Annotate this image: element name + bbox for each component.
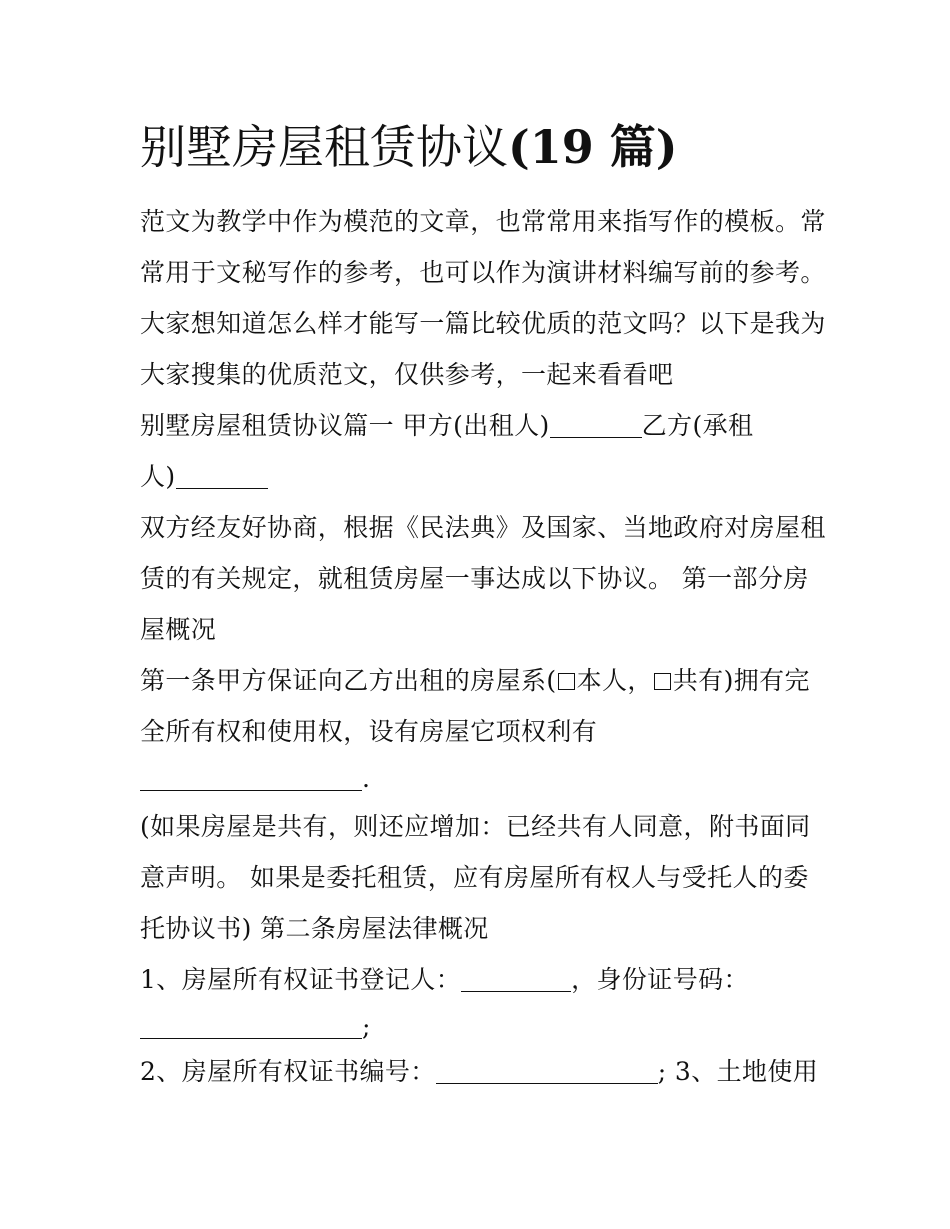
owner-shared-checkbox[interactable] <box>654 673 671 690</box>
item1-line-1 <box>140 963 749 997</box>
article1-line-1 <box>140 664 810 698</box>
article1-text-b: 本人， <box>576 666 653 695</box>
lessor-blank[interactable] <box>550 415 642 438</box>
article1-line-3 <box>140 762 370 796</box>
article1-line3-end: . <box>362 764 371 793</box>
registrant-blank[interactable] <box>461 969 571 992</box>
item1-line2-end: ; <box>362 1012 371 1041</box>
item1-middle: ，身份证号码： <box>571 965 749 994</box>
item2-tail: ; 3、土地使用 <box>657 1057 819 1086</box>
note-line-1: (如果房屋是共有，则还应增加：已经共有人同意，附书面同 <box>140 812 811 841</box>
item1-line-2 <box>140 1010 371 1044</box>
para2-line-2: 赁的有关规定，就租赁房屋一事达成以下协议。 第一部分房 <box>140 564 809 593</box>
para2-line-1: 双方经友好协商，根据《民法典》及国家、当地政府对房屋租 <box>140 513 826 542</box>
lessee-blank[interactable] <box>176 466 268 489</box>
title-count: (19 篇) <box>508 120 678 174</box>
title-main: 别墅房屋租赁协议 <box>140 120 508 174</box>
lessee-line <box>140 460 268 494</box>
lessee-label: 乙方(承租 <box>641 411 754 440</box>
item1-label: 1、房屋所有权证书登记人： <box>140 965 462 994</box>
note-line-2: 意声明。 如果是委托租赁，应有房屋所有权人与受托人的委 <box>140 863 809 892</box>
note-line-3: 托协议书) 第二条房屋法律概况 <box>140 914 489 943</box>
intro-line-4: 大家搜集的优质范文，仅供参考，一起来看看吧 <box>140 360 674 389</box>
intro-line-2: 常用于文秘写作的参考，也可以作为演讲材料编写前的参考。 <box>140 258 826 287</box>
owner-self-checkbox[interactable] <box>558 673 575 690</box>
document-title <box>140 116 820 178</box>
article1-text-a: 第一条甲方保证向乙方出租的房屋系( <box>140 666 557 695</box>
certificate-number-blank[interactable] <box>436 1061 658 1084</box>
item2-label: 2、房屋所有权证书编号： <box>140 1057 436 1086</box>
intro-line-3: 大家想知道怎么样才能写一篇比较优质的范文吗？以下是我为 <box>140 309 826 338</box>
intro-line-1: 范文为教学中作为模范的文章，也常常用来指写作的模板。常 <box>140 207 826 236</box>
agreement-heading-line <box>140 409 753 443</box>
article1-text-c: 共有)拥有完 <box>672 666 810 695</box>
property-rights-blank[interactable] <box>140 768 362 791</box>
lessee-label-end: 人) <box>140 462 176 491</box>
agreement-heading-text: 别墅房屋租赁协议篇一 甲方(出租人) <box>140 411 550 440</box>
para2-line-3: 屋概况 <box>140 615 217 644</box>
id-number-blank[interactable] <box>140 1016 362 1039</box>
article1-line-2: 全所有权和使用权，设有房屋它项权利有 <box>140 717 598 746</box>
item2-line <box>140 1055 818 1089</box>
